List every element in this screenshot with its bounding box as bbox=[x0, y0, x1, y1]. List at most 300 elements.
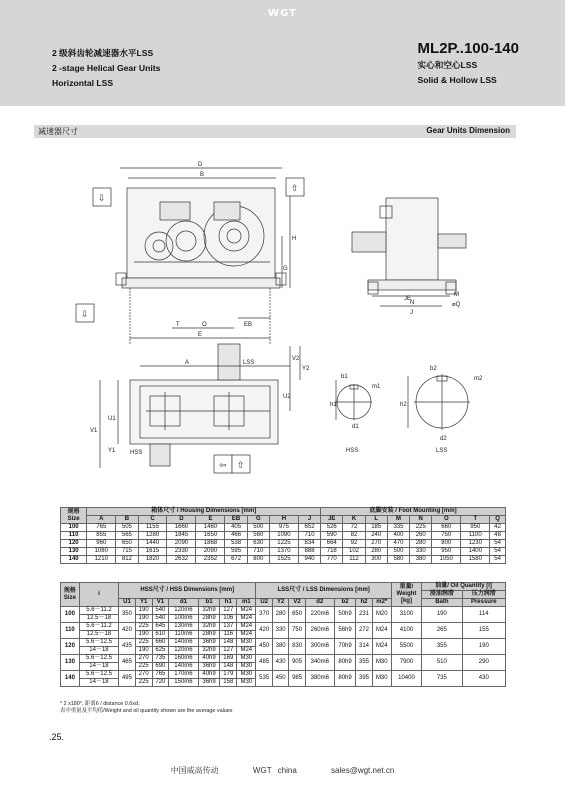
size-cell: 110 bbox=[61, 623, 80, 639]
value-cell: 335 bbox=[387, 524, 409, 532]
size-label-cn: 规格 bbox=[63, 587, 76, 594]
value-cell: 240 bbox=[365, 532, 387, 540]
value-cell: 590 bbox=[321, 532, 343, 540]
value-cell: 280 bbox=[365, 548, 387, 556]
table-row bbox=[61, 655, 506, 663]
value-cell: M30 bbox=[237, 663, 256, 671]
value-cell: 28h9 bbox=[198, 615, 220, 623]
value-cell: M24 bbox=[372, 623, 391, 639]
column-header: D bbox=[167, 516, 196, 524]
value-cell: 130m6 bbox=[169, 623, 198, 631]
ratio-cell: 12.5－18 bbox=[79, 615, 118, 623]
value-cell: M30 bbox=[237, 639, 256, 647]
value-cell: 595 bbox=[225, 548, 247, 556]
foot-header: 底脚安装 / Foot Mounting [mm] bbox=[321, 508, 506, 516]
table-row bbox=[61, 548, 506, 556]
column-header: Q bbox=[490, 516, 506, 524]
lifting-icon: ⇩ bbox=[98, 194, 106, 204]
value-cell: 540 bbox=[152, 607, 169, 615]
ratio-cell: 14－18 bbox=[79, 679, 118, 687]
column-header: C bbox=[138, 516, 167, 524]
value-cell: 466 bbox=[225, 532, 247, 540]
rotation-left-icon: ⇦ bbox=[219, 461, 227, 471]
value-cell: 750 bbox=[289, 623, 305, 639]
weight-header-line: [kg] bbox=[400, 598, 412, 604]
value-cell: 660 bbox=[432, 524, 461, 532]
table-row bbox=[61, 639, 506, 647]
weight-header-line: 重量/ bbox=[399, 584, 414, 590]
value-cell: 158 bbox=[220, 679, 237, 687]
column-header: G bbox=[247, 516, 269, 524]
value-cell: 314 bbox=[356, 639, 372, 655]
column-header: JE bbox=[321, 516, 343, 524]
u1-cell: 420 bbox=[119, 623, 136, 639]
value-cell: 370 bbox=[256, 607, 272, 623]
size-header bbox=[61, 508, 87, 524]
size-cell: 140 bbox=[61, 556, 87, 564]
value-cell: 54 bbox=[490, 556, 506, 564]
value-cell: 1280 bbox=[138, 532, 167, 540]
dim-phiQ: ⌀Q bbox=[452, 302, 461, 308]
value-cell: 565 bbox=[116, 532, 138, 540]
u1-cell: 495 bbox=[119, 671, 136, 687]
value-cell: 185 bbox=[365, 524, 387, 532]
value-cell: 400 bbox=[387, 532, 409, 540]
value-cell: 1845 bbox=[167, 532, 196, 540]
value-cell: M20 bbox=[372, 607, 391, 623]
value-cell: 1615 bbox=[138, 548, 167, 556]
value-cell: 148 bbox=[220, 639, 237, 647]
value-cell: 630 bbox=[247, 540, 269, 548]
value-cell: 950 bbox=[432, 548, 461, 556]
value-cell: 1080 bbox=[87, 548, 116, 556]
dim-JE: JE bbox=[404, 296, 412, 302]
size-cell: 100 bbox=[61, 607, 80, 623]
value-cell: 664 bbox=[321, 540, 343, 548]
column-header: E bbox=[196, 516, 225, 524]
value-cell: 70h9 bbox=[334, 639, 355, 655]
value-cell: 1230 bbox=[461, 540, 490, 548]
value-cell: 40h9 bbox=[198, 671, 220, 679]
value-cell: 112 bbox=[343, 556, 365, 564]
value-cell: 120m6 bbox=[169, 607, 198, 615]
dim-h1: h1 bbox=[330, 402, 337, 408]
size-label-en: Size bbox=[63, 594, 76, 601]
column-header: A bbox=[87, 516, 116, 524]
label-hss-shaft: HSS bbox=[346, 448, 359, 454]
column-header: h2 bbox=[356, 599, 372, 607]
weight-cell: 4100 bbox=[391, 623, 421, 639]
dim-D: D bbox=[198, 162, 203, 168]
bath-cell: 735 bbox=[422, 671, 462, 687]
value-cell: 36h9 bbox=[198, 639, 220, 647]
value-cell: M24 bbox=[372, 639, 391, 655]
column-header: m1 bbox=[237, 599, 256, 607]
value-cell: 650 bbox=[289, 607, 305, 623]
dim-EB: EB bbox=[244, 322, 253, 328]
shaft-end-lss bbox=[408, 374, 470, 430]
value-cell: 1155 bbox=[138, 524, 167, 532]
value-cell: 652 bbox=[298, 524, 320, 532]
value-cell: 100m6 bbox=[169, 615, 198, 623]
value-cell: 40h9 bbox=[198, 655, 220, 663]
value-cell: 137 bbox=[220, 623, 237, 631]
dim-d2: d2 bbox=[440, 436, 447, 442]
value-cell: 1210 bbox=[87, 556, 116, 564]
value-cell: 270 bbox=[135, 655, 152, 663]
column-header: U1 bbox=[119, 599, 136, 607]
value-cell: 32h9 bbox=[198, 623, 220, 631]
value-cell: 32h9 bbox=[198, 647, 220, 655]
value-cell: 812 bbox=[116, 556, 138, 564]
value-cell: 56h9 bbox=[334, 623, 355, 639]
value-cell: 127 bbox=[220, 607, 237, 615]
value-cell: 32h9 bbox=[198, 607, 220, 615]
value-cell: 50h9 bbox=[334, 607, 355, 623]
value-cell: 225 bbox=[135, 663, 152, 671]
table-notes bbox=[60, 701, 232, 715]
value-cell: M30 bbox=[237, 679, 256, 687]
value-cell: 260m6 bbox=[305, 623, 334, 639]
value-cell: 430 bbox=[272, 655, 288, 671]
u1-cell: 350 bbox=[119, 607, 136, 623]
column-header: h1 bbox=[220, 599, 237, 607]
weight-cell: 7900 bbox=[391, 655, 421, 671]
value-cell: 127 bbox=[220, 647, 237, 655]
size-cell: 100 bbox=[61, 524, 87, 532]
value-cell: 690 bbox=[152, 663, 169, 671]
value-cell: 272 bbox=[356, 623, 372, 639]
size-cell: 130 bbox=[61, 655, 80, 671]
dim-V2: V2 bbox=[292, 356, 300, 362]
size-header bbox=[61, 583, 80, 607]
value-cell: 420 bbox=[256, 623, 272, 639]
footer-company: 中国威高传动 bbox=[170, 766, 219, 775]
table-row bbox=[61, 671, 506, 679]
note-line-1: * 2 x180°, 距离6 / distance 0.6xd。 bbox=[60, 701, 144, 707]
dim-H: H bbox=[292, 236, 297, 242]
value-cell: 2632 bbox=[167, 556, 196, 564]
value-cell: 526 bbox=[321, 524, 343, 532]
subtitle-en: Solid & Hollow LSS bbox=[417, 75, 497, 85]
value-cell: 1050 bbox=[432, 556, 461, 564]
dim-b2: b2 bbox=[430, 366, 437, 372]
value-cell: 140m6 bbox=[169, 639, 198, 647]
value-cell: 580 bbox=[387, 556, 409, 564]
subtitle-cn: 实心和空心LSS bbox=[417, 60, 478, 70]
value-cell: 1650 bbox=[196, 532, 225, 540]
dim-T: T bbox=[176, 322, 180, 328]
footer-email[interactable]: sales@wgt.net.cn bbox=[331, 766, 395, 775]
value-cell: 2090 bbox=[196, 548, 225, 556]
brand-logo: WGT bbox=[268, 8, 297, 19]
column-header: b1 bbox=[198, 599, 220, 607]
table-row bbox=[61, 532, 506, 540]
value-cell: 1525 bbox=[269, 556, 298, 564]
dim-A: A bbox=[185, 360, 190, 366]
value-cell: 80h9 bbox=[334, 655, 355, 671]
weight-header-line: Weight bbox=[396, 591, 417, 597]
value-cell: M30 bbox=[372, 671, 391, 687]
column-header: K bbox=[343, 516, 365, 524]
value-cell: 140m6 bbox=[169, 663, 198, 671]
table-row bbox=[61, 607, 506, 615]
value-cell: 28h9 bbox=[198, 631, 220, 639]
section-title-cn: 减速器尺寸 bbox=[38, 127, 78, 136]
column-header: T bbox=[461, 516, 490, 524]
table-row bbox=[61, 540, 506, 548]
value-cell: M30 bbox=[237, 655, 256, 663]
title-en-line1: 2 -stage Helical Gear Units bbox=[52, 63, 161, 73]
value-cell: 1100 bbox=[461, 532, 490, 540]
value-cell: 450 bbox=[272, 671, 288, 687]
oil-header: 油量/ Oil Quantity [l] bbox=[422, 583, 506, 591]
pressure-cell: 190 bbox=[462, 639, 505, 655]
value-cell: 120m6 bbox=[169, 647, 198, 655]
value-cell: 960 bbox=[87, 540, 116, 548]
dim-Y1: Y1 bbox=[108, 448, 116, 454]
dim-HSS: HSS bbox=[130, 450, 143, 456]
page-footer bbox=[0, 765, 565, 776]
value-cell: 48 bbox=[490, 532, 506, 540]
value-cell: 380 bbox=[410, 556, 432, 564]
value-cell: 330 bbox=[410, 548, 432, 556]
table-row bbox=[61, 556, 506, 564]
value-cell: 855 bbox=[87, 532, 116, 540]
value-cell: 470 bbox=[387, 540, 409, 548]
value-cell: 735 bbox=[152, 655, 169, 663]
pressure-header-en: Pressure bbox=[462, 599, 505, 607]
value-cell: 505 bbox=[116, 524, 138, 532]
section-title-en: Gear Units Dimension bbox=[426, 126, 510, 135]
value-cell: 765 bbox=[87, 524, 116, 532]
value-cell: 610 bbox=[152, 631, 169, 639]
value-cell: 1868 bbox=[196, 540, 225, 548]
size-label-cn: 规格 bbox=[67, 508, 80, 515]
weight-cell: 5500 bbox=[391, 639, 421, 655]
bath-cell: 190 bbox=[422, 607, 462, 623]
value-cell: 1370 bbox=[269, 548, 298, 556]
dim-Y2: Y2 bbox=[302, 366, 310, 372]
value-cell: 950 bbox=[461, 524, 490, 532]
value-cell: 715 bbox=[116, 548, 138, 556]
value-cell: 535 bbox=[256, 671, 272, 687]
hss-header: HSS尺寸 / HSS Dimensions [mm] bbox=[119, 583, 256, 599]
u1-cell: 435 bbox=[119, 639, 136, 655]
value-cell: 106 bbox=[220, 615, 237, 623]
column-header: V2 bbox=[289, 599, 305, 607]
weight-cell: 3100 bbox=[391, 607, 421, 623]
value-cell: 500 bbox=[387, 548, 409, 556]
value-cell: 1090 bbox=[269, 532, 298, 540]
value-cell: 834 bbox=[298, 540, 320, 548]
value-cell: 720 bbox=[152, 679, 169, 687]
pressure-cell: 114 bbox=[462, 607, 505, 623]
dim-m2: m2 bbox=[474, 376, 483, 382]
value-cell: 750 bbox=[432, 532, 461, 540]
value-cell: 270 bbox=[135, 671, 152, 679]
value-cell: 1440 bbox=[138, 540, 167, 548]
table-row bbox=[61, 623, 506, 631]
value-cell: 225 bbox=[135, 623, 152, 631]
column-header: L bbox=[365, 516, 387, 524]
value-cell: 260 bbox=[410, 532, 432, 540]
value-cell: 225 bbox=[135, 679, 152, 687]
value-cell: 220m6 bbox=[305, 607, 334, 623]
breather-icon: ⇧ bbox=[291, 184, 299, 194]
value-cell: 485 bbox=[256, 655, 272, 671]
title-en-line2: Horizontal LSS bbox=[52, 78, 114, 88]
value-cell: 169 bbox=[220, 655, 237, 663]
value-cell: 148 bbox=[220, 663, 237, 671]
bath-cell: 510 bbox=[422, 655, 462, 671]
value-cell: 1660 bbox=[167, 524, 196, 532]
size-cell: 140 bbox=[61, 671, 80, 687]
dim-U1: U1 bbox=[108, 416, 116, 422]
ratio-cell: 5.6－12.5 bbox=[79, 671, 118, 679]
value-cell: 975 bbox=[269, 524, 298, 532]
value-cell: 2090 bbox=[167, 540, 196, 548]
value-cell: 985 bbox=[289, 671, 305, 687]
value-cell: 102 bbox=[343, 548, 365, 556]
column-header: O bbox=[432, 516, 461, 524]
ratio-cell: 5.6－11.2 bbox=[79, 607, 118, 615]
value-cell: M30 bbox=[237, 671, 256, 679]
value-cell: 160m6 bbox=[169, 655, 198, 663]
dim-m1: m1 bbox=[372, 384, 381, 390]
column-header: m2* bbox=[372, 599, 391, 607]
column-header: Y1 bbox=[135, 599, 152, 607]
value-cell: 650 bbox=[116, 540, 138, 548]
value-cell: 280 bbox=[272, 607, 288, 623]
value-cell: 830 bbox=[289, 639, 305, 655]
dim-J: J bbox=[410, 310, 413, 316]
value-cell: 1580 bbox=[461, 556, 490, 564]
column-header: EB bbox=[225, 516, 247, 524]
ratio-cell: 5.6－12.5 bbox=[79, 639, 118, 647]
value-cell: 270 bbox=[365, 540, 387, 548]
ratio-cell: 5.6－12.5 bbox=[79, 655, 118, 663]
value-cell: M24 bbox=[237, 647, 256, 655]
value-cell: 80h9 bbox=[334, 671, 355, 687]
value-cell: 190 bbox=[135, 647, 152, 655]
value-cell: 395 bbox=[356, 671, 372, 687]
label-lss-shaft: LSS bbox=[436, 448, 448, 454]
value-cell: 190 bbox=[135, 631, 152, 639]
value-cell: M24 bbox=[237, 615, 256, 623]
dim-G: G bbox=[283, 266, 288, 272]
ratio-cell: 14－18 bbox=[79, 647, 118, 655]
value-cell: 888 bbox=[298, 548, 320, 556]
dim-b1: b1 bbox=[341, 374, 348, 380]
value-cell: 179 bbox=[220, 671, 237, 679]
value-cell: 380 bbox=[272, 639, 288, 655]
lss-header: LSS尺寸 / LSS Dimensions [mm] bbox=[256, 583, 391, 599]
value-cell: 710 bbox=[298, 532, 320, 540]
value-cell: 42 bbox=[490, 524, 506, 532]
value-cell: 190 bbox=[135, 615, 152, 623]
page-number: .25. bbox=[49, 732, 65, 742]
value-cell: 645 bbox=[152, 623, 169, 631]
value-cell: 82 bbox=[343, 532, 365, 540]
value-cell: 625 bbox=[152, 647, 169, 655]
side-view bbox=[352, 198, 466, 306]
value-cell: 150m6 bbox=[169, 679, 198, 687]
size-cell: 120 bbox=[61, 639, 80, 655]
column-header: b2 bbox=[334, 599, 355, 607]
pressure-cell: 290 bbox=[462, 655, 505, 671]
pressure-cell: 155 bbox=[462, 623, 505, 639]
value-cell: 905 bbox=[289, 655, 305, 671]
value-cell: 54 bbox=[490, 548, 506, 556]
bath-header-en: Bath bbox=[422, 599, 462, 607]
value-cell: M24 bbox=[237, 607, 256, 615]
column-header: d2 bbox=[305, 599, 334, 607]
rotation-right-icon: ⇧ bbox=[237, 461, 245, 471]
shaft-dimensions-table bbox=[60, 582, 506, 687]
dim-B: B bbox=[200, 172, 205, 178]
value-cell: 116 bbox=[220, 631, 237, 639]
dim-d1: d1 bbox=[352, 424, 359, 430]
value-cell: 36h9 bbox=[198, 679, 220, 687]
value-cell: 380m6 bbox=[305, 671, 334, 687]
value-cell: 54 bbox=[490, 540, 506, 548]
model-number: ML2P..100-140 bbox=[417, 40, 519, 57]
value-cell: 800 bbox=[432, 540, 461, 548]
size-cell: 120 bbox=[61, 540, 87, 548]
value-cell: 800 bbox=[247, 556, 269, 564]
value-cell: 231 bbox=[356, 607, 372, 623]
value-cell: 2352 bbox=[196, 556, 225, 564]
value-cell: 330 bbox=[272, 623, 288, 639]
weight-header bbox=[391, 583, 421, 607]
pressure-header-cn: 压力润滑 bbox=[462, 591, 505, 599]
value-cell: M30 bbox=[372, 655, 391, 671]
value-cell: 340m6 bbox=[305, 655, 334, 671]
note-line-2: 表中重量及平均值/Weight and oil quantity shown are the average values bbox=[60, 708, 233, 714]
value-cell: 280 bbox=[410, 540, 432, 548]
shaft-end-hss bbox=[336, 380, 372, 420]
value-cell: 225 bbox=[135, 639, 152, 647]
column-header: B bbox=[116, 516, 138, 524]
bath-cell: 355 bbox=[422, 639, 462, 655]
footer-brand: WGT china bbox=[252, 766, 297, 775]
value-cell: M24 bbox=[237, 631, 256, 639]
pressure-cell: 430 bbox=[462, 671, 505, 687]
column-header: V1 bbox=[152, 599, 169, 607]
value-cell: 718 bbox=[321, 548, 343, 556]
dim-M: M bbox=[454, 292, 459, 298]
value-cell: 1820 bbox=[138, 556, 167, 564]
value-cell: 170m6 bbox=[169, 671, 198, 679]
dim-V1: V1 bbox=[90, 428, 98, 434]
dim-O: O bbox=[202, 322, 207, 328]
value-cell: 92 bbox=[343, 540, 365, 548]
value-cell: 300 bbox=[365, 556, 387, 564]
size-cell: 130 bbox=[61, 548, 87, 556]
drain-icon: ⇩ bbox=[81, 310, 89, 320]
dim-h2: h2 bbox=[400, 402, 407, 408]
column-header: Y2 bbox=[272, 599, 288, 607]
value-cell: 36h9 bbox=[198, 663, 220, 671]
value-cell: M24 bbox=[237, 623, 256, 631]
title-cn: 2 级斜齿轮减速器水平LSS bbox=[52, 48, 154, 58]
value-cell: 1460 bbox=[196, 524, 225, 532]
dim-U2: U2 bbox=[283, 394, 291, 400]
u1-cell: 465 bbox=[119, 655, 136, 671]
housing-header: 箱体尺寸 / Housing Dimensions [mm] bbox=[87, 508, 321, 516]
column-header: J bbox=[298, 516, 320, 524]
